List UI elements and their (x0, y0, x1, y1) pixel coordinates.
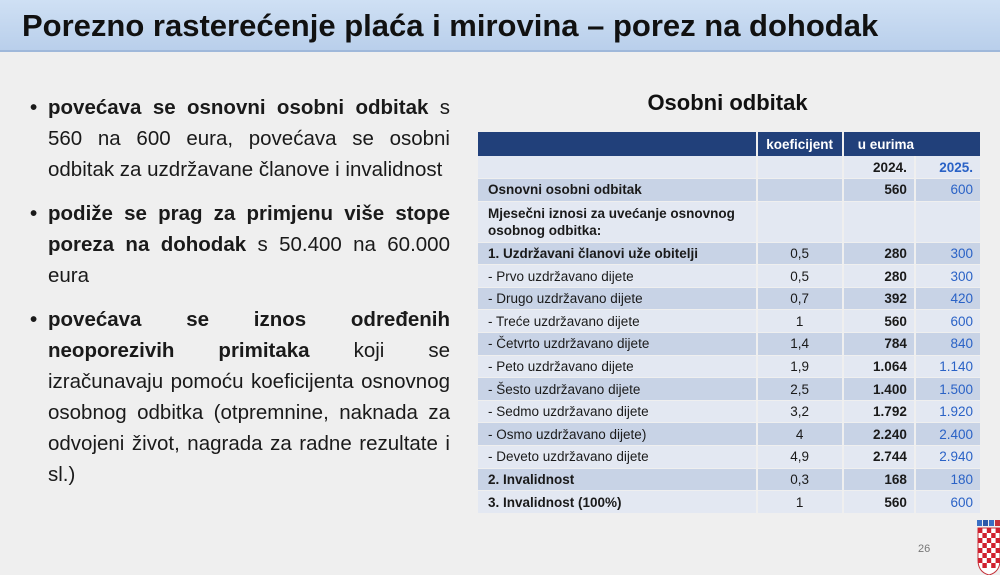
table-row (478, 355, 981, 378)
row-koeficijent: 1,9 (757, 355, 843, 378)
row-koeficijent: 0,5 (757, 242, 843, 265)
row-value-2024: 392 (843, 287, 915, 310)
row-koeficijent: 4 (757, 423, 843, 446)
row-label: Mjesečni iznosi za uvećanje osnovnog osobnog odbitka: (478, 201, 757, 242)
header-u-eurima: u eurima (843, 132, 981, 156)
row-value-2024: 560 (843, 310, 915, 333)
bullet-text: koji se izračunavaju pomoću koeficijenta osnovnog osobnog odbitka (otpremnine, naknada za odvojeni život, nagrada za radne rezultate i sl.) (48, 339, 451, 486)
table-title: Osobni odbitak (647, 90, 808, 115)
header-empty-cell (478, 132, 757, 156)
bullet-bold-text: povećava se osnovni osobni odbitak (48, 96, 429, 119)
personal-allowance-table (478, 132, 982, 514)
row-value-2024: 1.400 (843, 378, 915, 401)
bullet-list (30, 92, 450, 503)
crest-crown (977, 520, 1000, 526)
bullet-text: s 50.400 na 60.000 eura (48, 233, 450, 287)
row-label: - Prvo uzdržavano dijete (478, 265, 757, 288)
row-value-2025: 1.500 (915, 378, 981, 401)
row-value-2025: 420 (915, 287, 981, 310)
row-koeficijent: 0,7 (757, 287, 843, 310)
row-value-2024: 560 (843, 491, 915, 514)
row-koeficijent (757, 179, 843, 202)
row-value-2025: 600 (915, 491, 981, 514)
row-label: 3. Invalidnost (100%) (478, 491, 757, 514)
table-row (478, 179, 981, 202)
row-label: - Drugo uzdržavano dijete (478, 287, 757, 310)
row-koeficijent: 3,2 (757, 400, 843, 423)
row-label: - Peto uzdržavano dijete (478, 355, 757, 378)
row-label: Osnovni osobni odbitak (478, 179, 757, 202)
bullet-item (30, 198, 450, 291)
table-row (478, 201, 981, 242)
year-row-empty-label (478, 156, 757, 179)
row-value-2024: 2.240 (843, 423, 915, 446)
row-koeficijent: 4,9 (757, 446, 843, 469)
table-row (478, 265, 981, 288)
row-label: - Šesto uzdržavano dijete (478, 378, 757, 401)
year-2024-label: 2024. (843, 156, 915, 179)
row-value-2024: 280 (843, 242, 915, 265)
table-row (478, 423, 981, 446)
row-label: - Treće uzdržavano dijete (478, 310, 757, 333)
bullet-bold-text: podiže se prag za primjenu više stope poreza na dohodak (48, 202, 450, 256)
row-value-2025: 2.940 (915, 446, 981, 469)
row-value-2025 (915, 201, 981, 242)
table-row (478, 333, 981, 356)
row-label: - Osmo uzdržavano dijete) (478, 423, 757, 446)
row-value-2024: 168 (843, 468, 915, 491)
table-header-row (478, 132, 981, 156)
table-row (478, 310, 981, 333)
header-koeficijent: koeficijent (757, 132, 843, 156)
row-value-2025: 840 (915, 333, 981, 356)
row-value-2024: 1.064 (843, 355, 915, 378)
row-value-2025: 600 (915, 310, 981, 333)
year-row-empty-koef (757, 156, 843, 179)
bullet-text: s 560 na 600 eura, povećava se osobni odbitak za uzdržavane članove i invalidnost (48, 96, 450, 181)
row-value-2025: 300 (915, 242, 981, 265)
bullet-item (30, 304, 450, 490)
page-number: 26 (918, 543, 931, 555)
row-value-2024 (843, 201, 915, 242)
bullet-item (30, 92, 450, 185)
row-koeficijent: 0,3 (757, 468, 843, 491)
row-value-2024: 560 (843, 179, 915, 202)
row-value-2025: 1.140 (915, 355, 981, 378)
row-koeficijent: 1,4 (757, 333, 843, 356)
croatian-coat-of-arms-icon (976, 520, 1000, 575)
table-row (478, 446, 981, 469)
slide-title: Porezno rasterećenje plaća i mirovina – porez na dohodak (22, 8, 879, 43)
row-value-2024: 280 (843, 265, 915, 288)
row-value-2024: 1.792 (843, 400, 915, 423)
row-value-2025: 1.920 (915, 400, 981, 423)
bullet-bold-text: povećava se iznos određenih neoporezivih primitaka (48, 308, 450, 362)
row-value-2024: 784 (843, 333, 915, 356)
row-label: - Sedmo uzdržavano dijete (478, 400, 757, 423)
row-koeficijent (757, 201, 843, 242)
row-koeficijent: 0,5 (757, 265, 843, 288)
year-2025-label: 2025. (915, 156, 981, 179)
row-value-2024: 2.744 (843, 446, 915, 469)
table-row (478, 491, 981, 514)
row-label: - Četvrto uzdržavano dijete (478, 333, 757, 356)
row-koeficijent: 1 (757, 310, 843, 333)
row-label: - Deveto uzdržavano dijete (478, 446, 757, 469)
row-value-2025: 2.400 (915, 423, 981, 446)
row-label: 2. Invalidnost (478, 468, 757, 491)
row-koeficijent: 1 (757, 491, 843, 514)
table-body (478, 179, 981, 514)
row-value-2025: 180 (915, 468, 981, 491)
row-value-2025: 600 (915, 179, 981, 202)
title-bar (0, 0, 1000, 52)
table-row (478, 468, 981, 491)
row-value-2025: 300 (915, 265, 981, 288)
row-label: 1. Uzdržavani članovi uže obitelji (478, 242, 757, 265)
table-row (478, 378, 981, 401)
year-header-row (478, 156, 981, 179)
row-koeficijent: 2,5 (757, 378, 843, 401)
table-row (478, 400, 981, 423)
table-row (478, 287, 981, 310)
table-row (478, 242, 981, 265)
